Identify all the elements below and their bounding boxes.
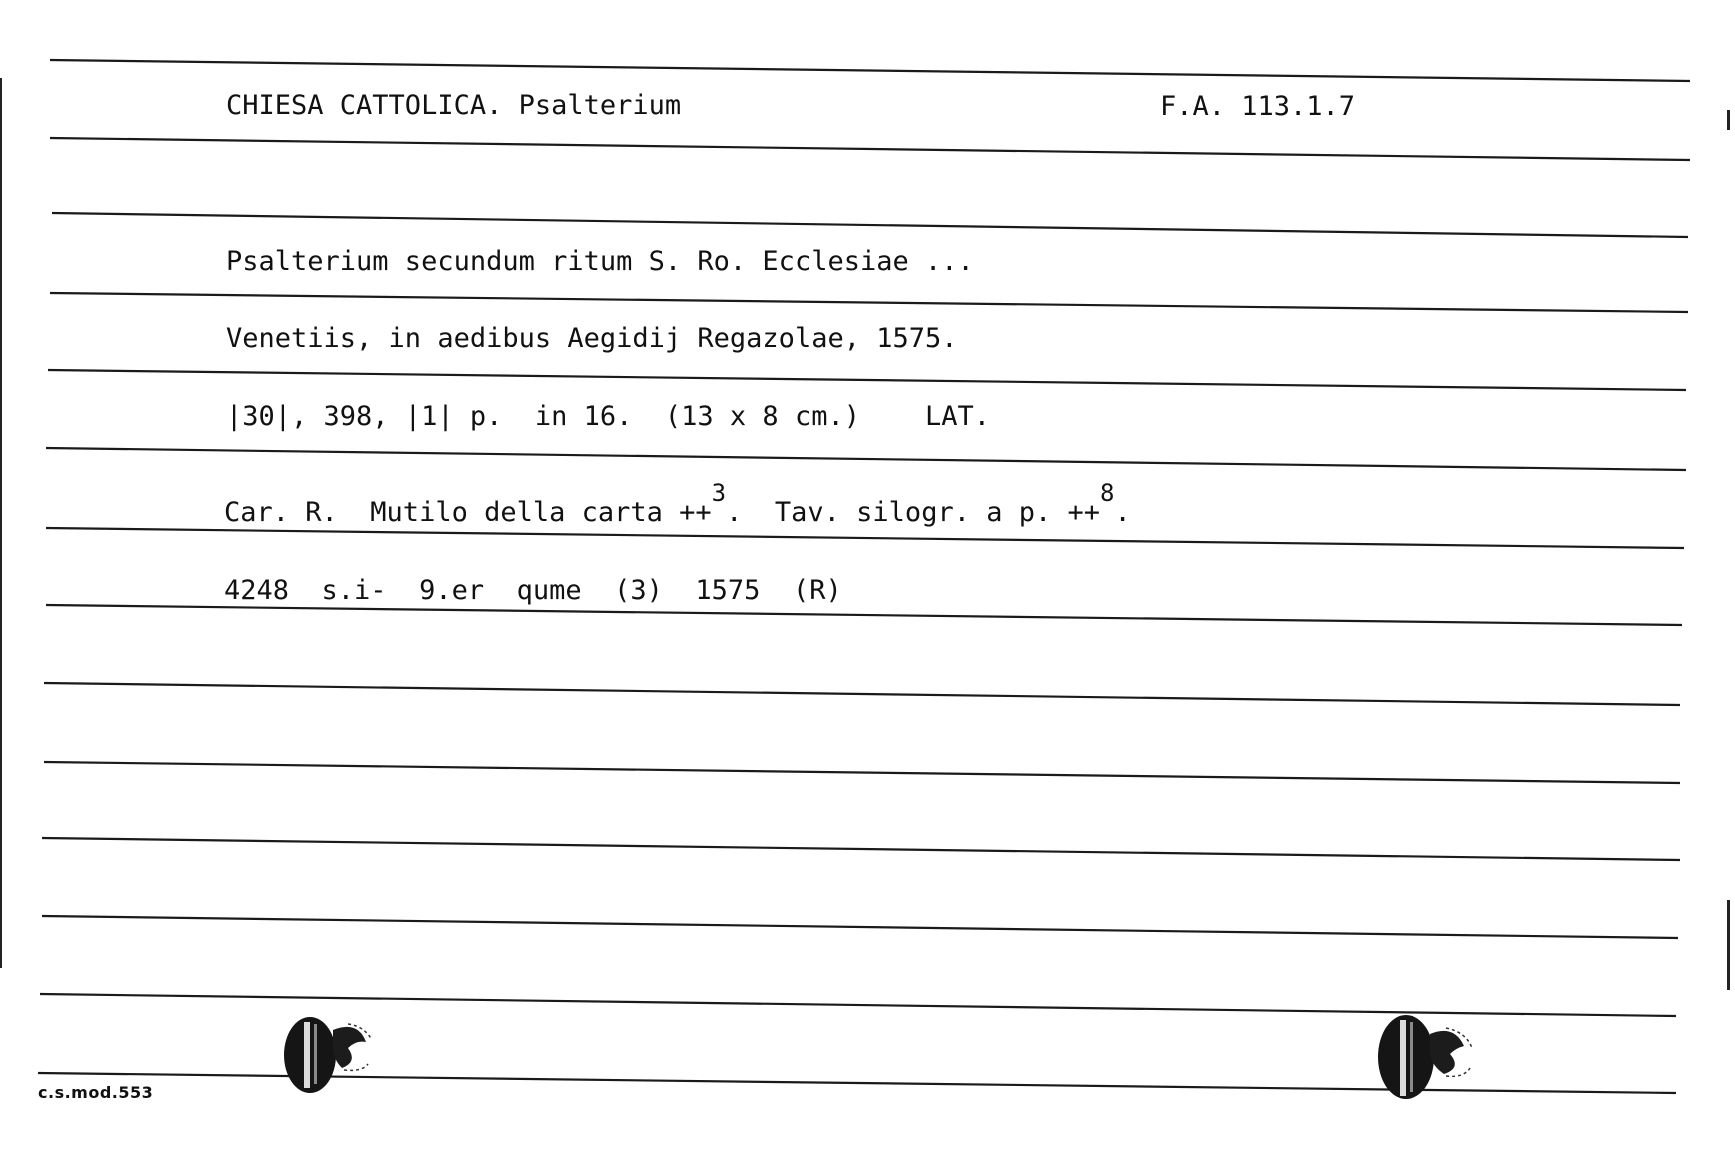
rule-line [44,683,1680,705]
rule-line [50,138,1690,160]
punch-hole-left-icon [278,1010,378,1100]
notes-superscript-1: 3 [711,479,727,507]
rule-line [46,528,1684,548]
title-line: Psalterium secundum ritum S. Ro. Ecclesiae ... [226,246,974,277]
punch-hole-right-icon [1372,1012,1482,1112]
rule-line [42,916,1678,938]
imprint-line: Venetiis, in aedibus Aegidij Regazolae, 1575. [226,323,958,354]
rule-line [46,605,1682,625]
code-line: 4248 s.i- 9.er qume (3) 1575 (R) [224,575,842,606]
form-number: c.s.mod.553 [38,1083,154,1102]
notes-text-3: . [1114,497,1131,528]
shelfmark: F.A. 113.1.7 [1160,91,1356,122]
rule-line [44,762,1680,783]
notes-superscript-2: 8 [1100,479,1115,507]
notes-text-2: . Tav. silogr. a p. ++ [726,497,1100,528]
rule-line [42,838,1680,860]
card-heading: CHIESA CATTOLICA. Psalterium [226,90,682,121]
collation-line: |30|, 398, |1| p. in 16. (13 x 8 cm.) LAT. [226,401,991,432]
rule-line [50,293,1688,312]
rule-line [46,448,1686,470]
rule-line [52,213,1688,237]
rule-line [50,60,1690,81]
rule-line [48,370,1686,390]
notes-line [224,479,1131,528]
notes-text-1: Car. R. Mutilo della carta ++ [224,497,712,528]
